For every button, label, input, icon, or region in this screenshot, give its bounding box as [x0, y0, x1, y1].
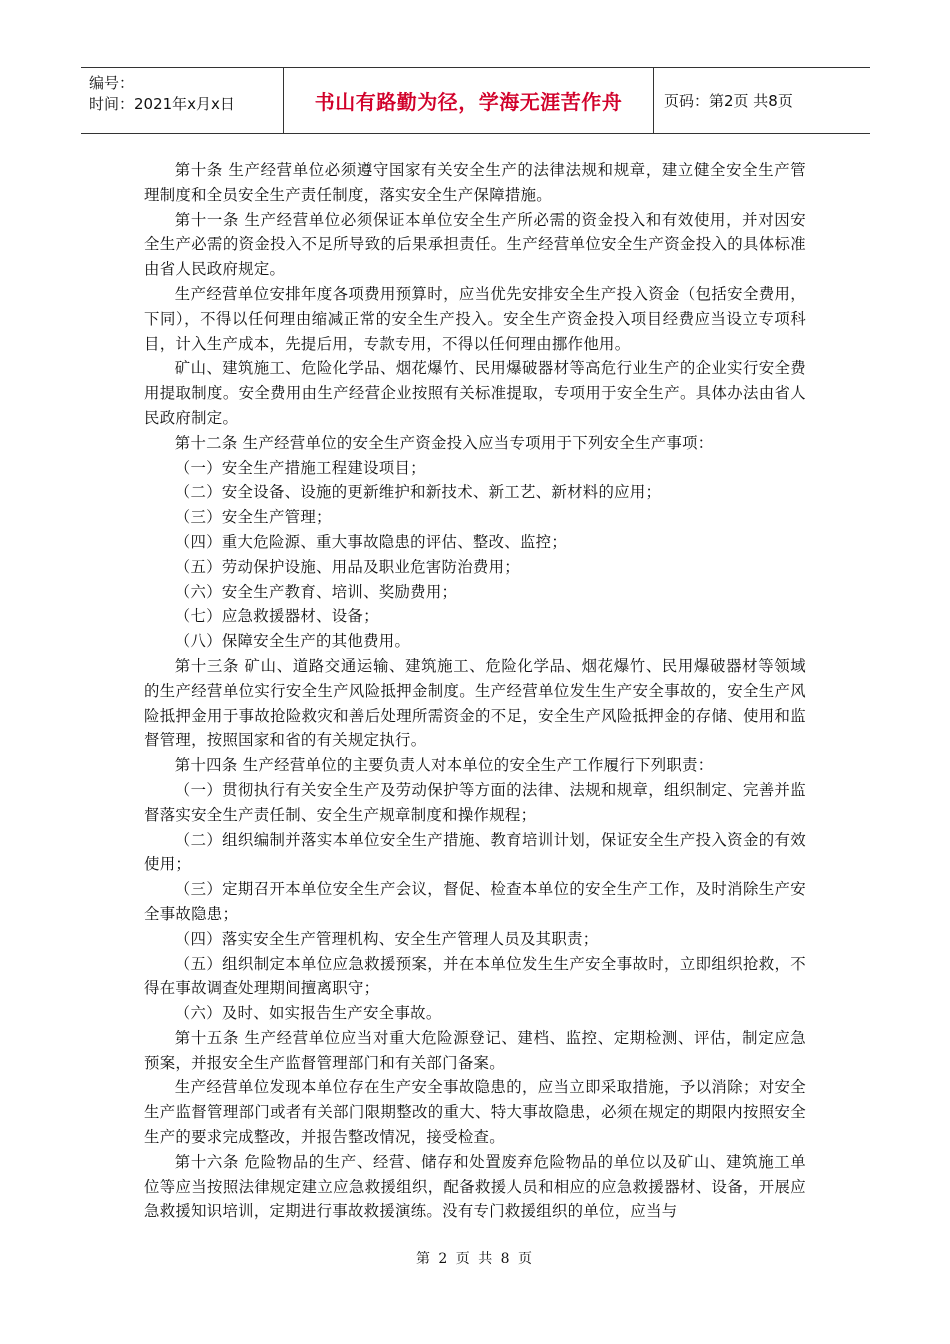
list-item: （四）重大危险源、重大事故隐患的评估、整改、监控；	[174, 532, 568, 551]
paragraph: 生产经营单位安排年度各项费用预算时，应当优先安排安全生产投入资金（包括安全费用，下同），不得以任何理由缩减正常的安全生产投入。安全生产资金投入项目经费应当设立专项科目，计入生产成本，先提后用，专款专用，不得以任何理由挪作他用。	[144, 284, 806, 353]
paragraph: 第十二条 生产经营单位的安全生产资金投入应当专项用于下列安全生产事项：	[174, 433, 714, 452]
list-item: （六）及时、如实报告生产安全事故。	[174, 1004, 442, 1023]
document-number: 编号：	[89, 74, 135, 92]
list-item: （三）定期召开本单位安全生产会议，督促、检查本单位的安全生产工作，及时消除生产安全事故隐患；	[144, 880, 806, 923]
paragraph: 第十六条 危险物品的生产、经营、储存和处置废弃危险物品的单位以及矿山、建筑施工单位等应当按照法律规定建立应急救援组织，配备救援人员和相应的应急救援器材、设备，开展应急救援知识培训，定期进行事故救援演练。没有专门救援组织的单位，应当与	[144, 1152, 806, 1221]
list-item: （一）贯彻执行有关安全生产及劳动保护等方面的法律、法规和规章，组织制定、完善并监督落实安全生产责任制、安全生产规章制度和操作规程；	[144, 780, 806, 824]
paragraph: 生产经营单位发现本单位存在生产安全事故隐患的，应当立即采取措施，予以消除；对安全生产监督管理部门或者有关部门限期整改的重大、特大事故隐患，必须在规定的期限内按照安全生产的要求完成整改，并报告整改情况，接受检查。	[144, 1078, 806, 1147]
document-date: 时间：2021年x月x日	[89, 95, 235, 113]
list-item: （四）落实安全生产管理机构、安全生产管理人员及其职责；	[174, 929, 599, 948]
list-item: （五）组织制定本单位应急救援预案，并在本单位发生生产安全事故时，立即组织抢救，不得在事故调查处理期间擅离职守；	[144, 954, 806, 998]
document-body	[144, 158, 806, 1224]
list-item: （五）劳动保护设施、用品及职业危害防治费用；	[174, 557, 520, 576]
list-item: （七）应急救援器材、设备；	[174, 607, 379, 626]
page-footer: 第 2 页 共 8 页	[415, 1251, 535, 1267]
list-item: （三）安全生产管理；	[174, 508, 332, 527]
list-item: （六）安全生产教育、培训、奖励费用；	[174, 582, 458, 601]
list-item: （一）安全生产措施工程建设项目；	[174, 458, 426, 477]
list-item: （八）保障安全生产的其他费用。	[174, 632, 411, 651]
paragraph: 第十条 生产经营单位必须遵守国家有关安全生产的法律法规和规章，建立健全安全生产管理制度和全员安全生产责任制度，落实安全生产保障措施。	[144, 161, 806, 204]
list-item: （二）组织编制并落实本单位安全生产措施、教育培训计划，保证安全生产投入资金的有效使用；	[144, 830, 806, 874]
paragraph: 第十四条 生产经营单位的主要负责人对本单位的安全生产工作履行下列职责：	[174, 756, 714, 775]
header-page-info: 页码：第2页 共8页	[664, 92, 793, 110]
paragraph: 第十五条 生产经营单位应当对重大危险源登记、建档、监控、定期检测、评估，制定应急预案，并报安全生产监督管理部门和有关部门备案。	[144, 1028, 806, 1072]
header-meta	[81, 68, 284, 133]
list-item: （二）安全设备、设施的更新维护和新技术、新工艺、新材料的应用；	[174, 483, 662, 502]
paragraph: 第十三条 矿山、道路交通运输、建筑施工、危险化学品、烟花爆竹、民用爆破器材等领域的生产经营单位实行安全生产风险抵押金制度。生产经营单位发生生产安全事故的，安全生产风险抵押金用于事故抢险救灾和善后处理所需资金的不足，安全生产风险抵押金的存储、使用和监督管理，按照国家和省的有关规定执行。	[144, 656, 806, 750]
paragraph: 第十一条 生产经营单位必须保证本单位安全生产所必需的资金投入和有效使用，并对因安全生产必需的资金投入不足所导致的后果承担责任。生产经营单位安全生产资金投入的具体标准由省人民政府规定。	[144, 210, 806, 279]
paragraph: 矿山、建筑施工、危险化学品、烟花爆竹、民用爆破器材等高危行业生产的企业实行安全费用提取制度。安全费用由生产经营企业按照有关标准提取，专项用于安全生产。具体办法由省人民政府制定。	[144, 359, 806, 427]
header-motto: 书山有路勤为径，学海无涯苦作舟	[284, 68, 654, 133]
page-header	[81, 67, 870, 134]
